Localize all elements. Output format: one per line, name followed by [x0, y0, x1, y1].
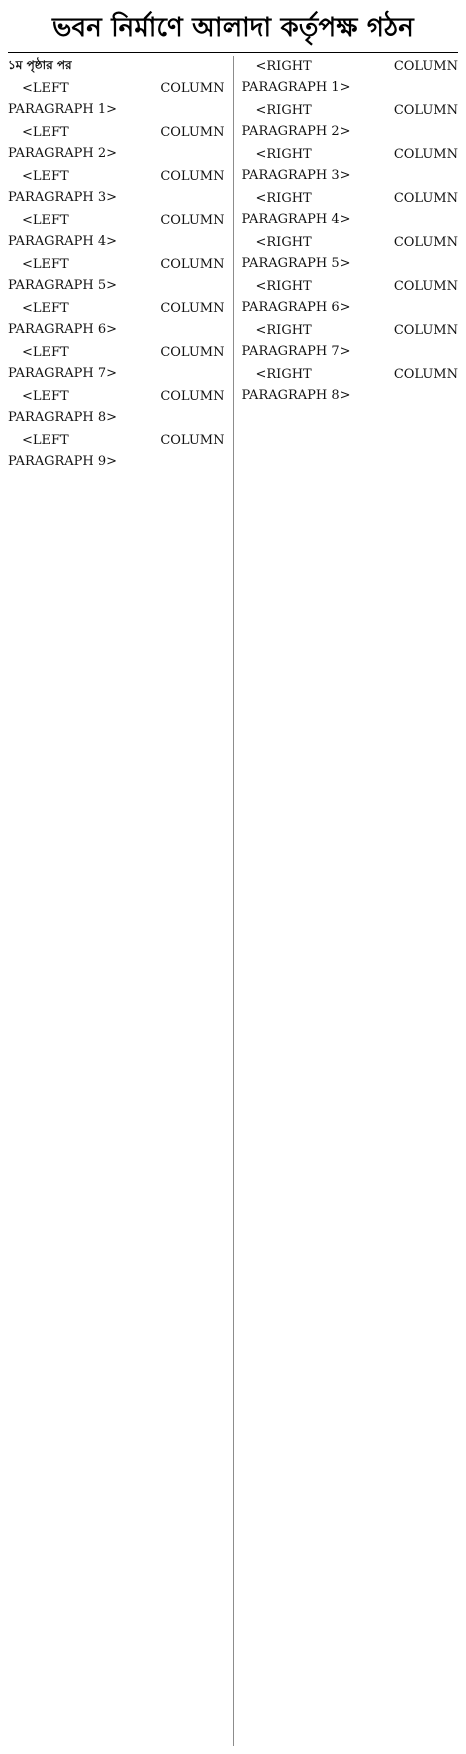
paragraph: <LEFT COLUMN PARAGRAPH 8>: [8, 389, 225, 425]
article-headline: ভবন নির্মাণে আলাদা কর্তৃপক্ষ গঠন: [52, 13, 414, 43]
paragraph: <LEFT COLUMN PARAGRAPH 1>: [8, 81, 225, 117]
paragraph: <LEFT COLUMN PARAGRAPH 9>: [8, 433, 225, 469]
right-column: [242, 56, 459, 1746]
paragraph: <LEFT COLUMN PARAGRAPH 7>: [8, 345, 225, 381]
paragraph: <RIGHT COLUMN PARAGRAPH 4>: [241, 191, 458, 227]
paragraph: <RIGHT COLUMN PARAGRAPH 7>: [241, 323, 458, 359]
paragraph: <RIGHT COLUMN PARAGRAPH 8>: [241, 367, 458, 403]
left-column: [8, 56, 225, 1746]
paragraph: <RIGHT COLUMN PARAGRAPH 5>: [241, 235, 458, 271]
paragraph: <RIGHT COLUMN PARAGRAPH 2>: [241, 103, 458, 139]
paragraph: <RIGHT COLUMN PARAGRAPH 1>: [241, 59, 458, 95]
paragraph: <LEFT COLUMN PARAGRAPH 5>: [8, 257, 225, 293]
headline-divider: [8, 52, 458, 53]
paragraph: <LEFT COLUMN PARAGRAPH 3>: [8, 169, 225, 205]
paragraph: <LEFT COLUMN PARAGRAPH 6>: [8, 301, 225, 337]
paragraph: <RIGHT COLUMN PARAGRAPH 3>: [241, 147, 458, 183]
paragraph: <LEFT COLUMN PARAGRAPH 4>: [8, 213, 225, 249]
paragraph: <RIGHT COLUMN PARAGRAPH 6>: [241, 279, 458, 315]
column-divider: [233, 56, 234, 1746]
continued-from-label: ১ম পৃষ্ঠার পর: [8, 58, 72, 72]
article-body: [8, 56, 458, 1746]
paragraph: <LEFT COLUMN PARAGRAPH 2>: [8, 125, 225, 161]
